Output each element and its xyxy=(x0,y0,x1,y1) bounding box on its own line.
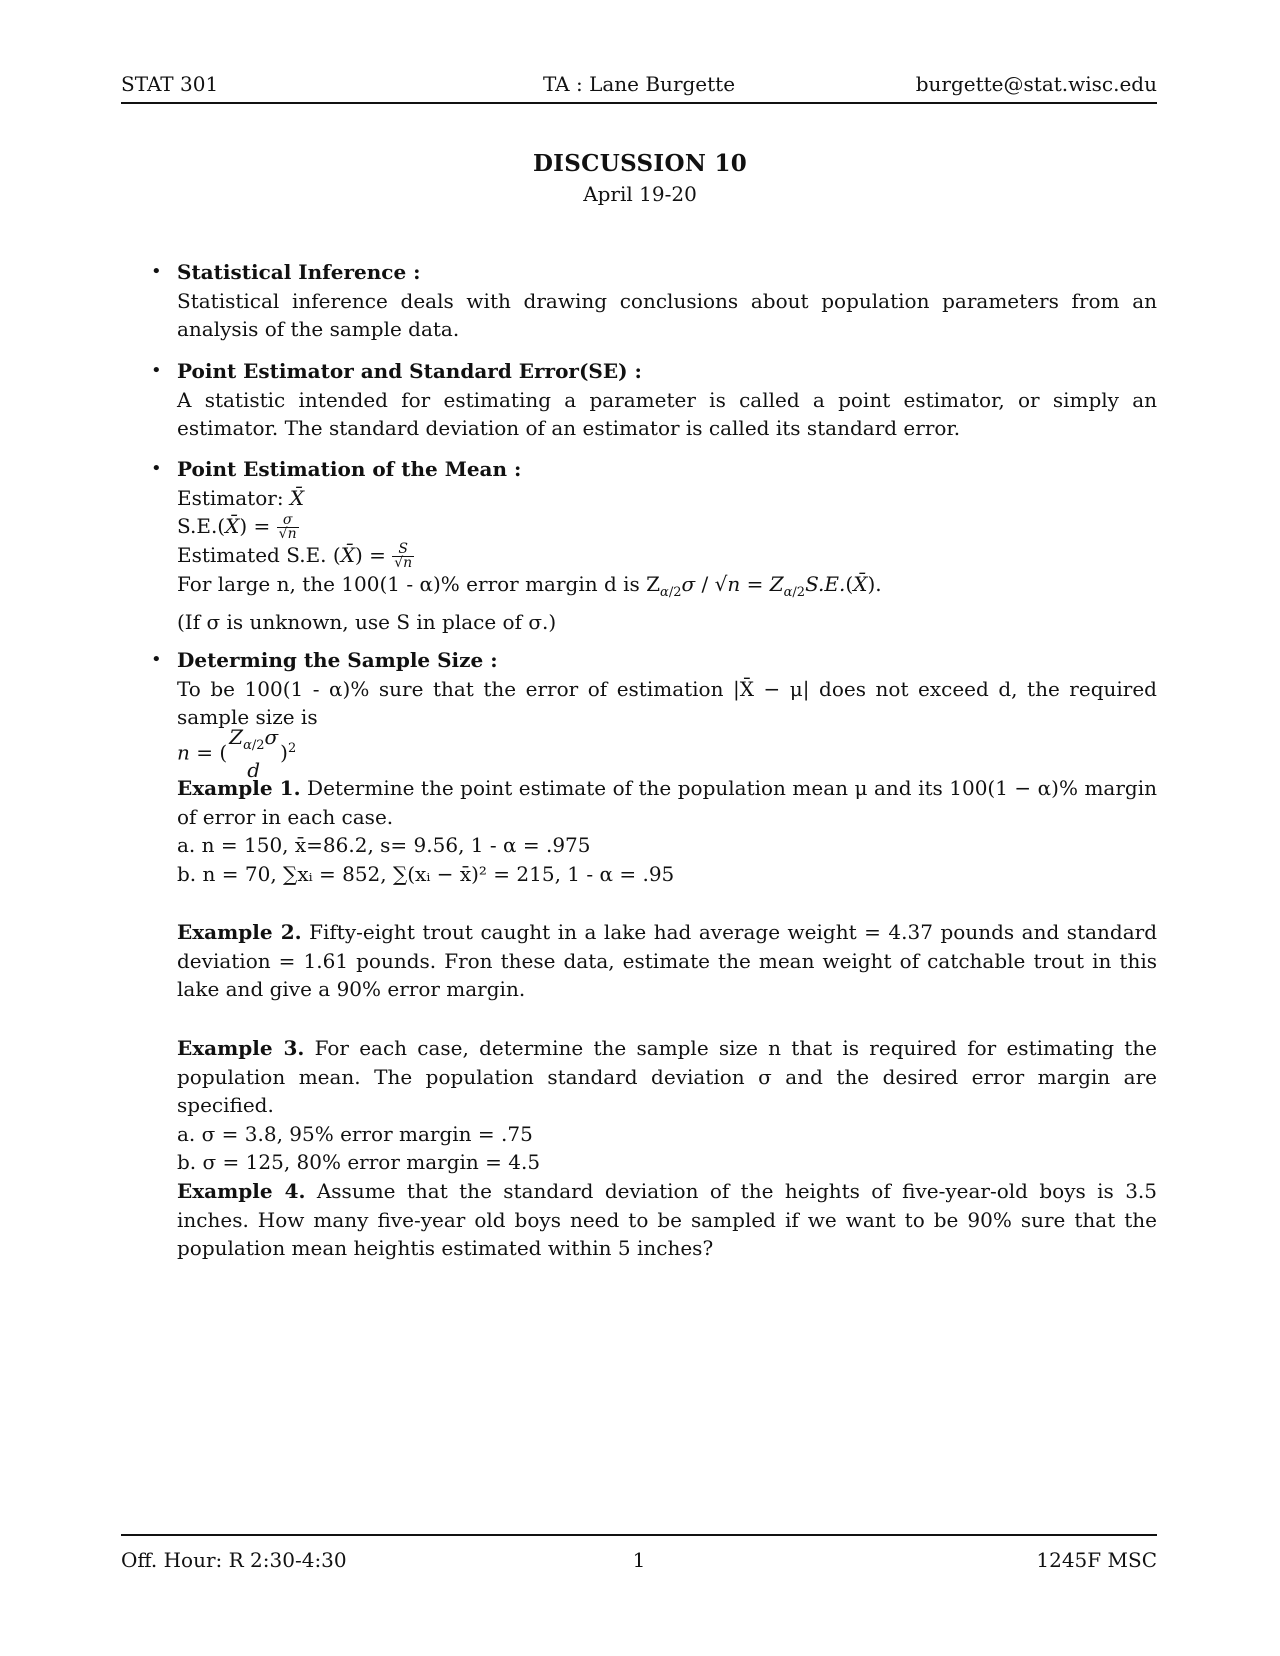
ta-email: burgette@stat.wisc.edu xyxy=(915,72,1157,96)
example-label: Example 1. xyxy=(177,776,301,800)
page-header xyxy=(121,72,1157,104)
example-label: Example 3. xyxy=(177,1036,305,1060)
section-body: To be 100(1 - α)% sure that the error of estimation |X̄ − μ| does not exceed d, the required sample size is xyxy=(177,676,1157,729)
course-code: STAT 301 xyxy=(121,72,219,96)
example-part-a: a. n = 150, x̄=86.2, s= 9.56, 1 - α = .975 xyxy=(177,833,591,857)
estimator-line: Estimator: X̄ xyxy=(177,485,305,510)
section-sample-size xyxy=(151,646,1157,783)
example-part-a: a. σ = 3.8, 95% error margin = .75 xyxy=(177,1121,533,1146)
example-part-b: b. n = 70, ∑xᵢ = 852, ∑(xᵢ − x̄)² = 215, 1 - α = .95 xyxy=(177,861,675,886)
page-title: DISCUSSION 10 xyxy=(532,150,748,177)
example-label: Example 2. xyxy=(177,920,302,944)
estimated-se-line: Estimated S.E. (X̄) = $\frac{S}{√n}$ xyxy=(177,541,413,571)
example-text: Fifty-eight trout caught in a lake had average weight = 4.37 pounds and standard deviation = 1.61 pounds. Fron these data, estimate the mean weight of catchable trout in this lake and give a 90% error margin. xyxy=(177,920,1157,1001)
se-line: S.E.(X̄) = $\frac{\sigma}{√n}$ xyxy=(177,512,297,542)
bullet-icon: • xyxy=(151,458,162,479)
section-body: A statistic intended for estimating a parameter is called a point estimator, or simply an estimator. The standard deviation of an estimator is called its standard error. xyxy=(177,387,1157,440)
ta-name: TA : Lane Burgette xyxy=(542,72,736,96)
section-heading: Point Estimator and Standard Error(SE) : xyxy=(177,359,642,383)
sigma-over-root-n: $\frac{\sigma}{√n}$ xyxy=(278,512,297,542)
example-text: Assume that the standard deviation of the heights of five-year-old boys is 3.5 inches. How many five-year old boys need to be sampled if we want to be 90% sure that the population mean heightis estimated within 5 inches? xyxy=(177,1179,1158,1260)
example-4 xyxy=(177,1177,1157,1263)
section-inference xyxy=(151,258,1157,344)
section-point-estimator xyxy=(151,357,1157,443)
s-over-root-n: $\frac{S}{√n}$ xyxy=(394,541,413,571)
page-footer xyxy=(121,1534,1157,1574)
example-label: Example 4. xyxy=(177,1179,306,1203)
bullet-icon: • xyxy=(151,360,162,381)
example-part-b: b. σ = 125, 80% error margin = 4.5 xyxy=(177,1150,541,1174)
example-text: For each case, determine the sample size n that is required for estimating the population mean. The population standard deviation σ and the desired error margin are specified. xyxy=(177,1036,1157,1117)
office-room: 1245F MSC xyxy=(1036,1548,1157,1572)
section-mean-estimation xyxy=(151,455,1157,636)
bullet-icon: • xyxy=(151,649,162,670)
office-hour: Off. Hour: R 2:30-4:30 xyxy=(121,1548,347,1572)
page-date: April 19-20 xyxy=(583,182,697,206)
example-2 xyxy=(177,918,1157,1004)
example-3 xyxy=(177,1034,1157,1177)
bullet-icon: • xyxy=(151,261,162,282)
section-heading: Statistical Inference : xyxy=(177,260,421,284)
section-heading: Point Estimation of the Mean : xyxy=(177,457,522,481)
section-heading: Determing the Sample Size : xyxy=(177,648,498,672)
page-number: 1 xyxy=(632,1548,646,1572)
section-body: Statistical inference deals with drawing conclusions about population parameters from an analysis of the sample data. xyxy=(177,288,1157,341)
error-margin-line: For large n, the 100(1 - α)% error margin d is $Z_{\alpha/2}\sigma / √n$ = $Z_{\alpha/2}S.E.(X̄)$. xyxy=(177,572,882,600)
example-1 xyxy=(177,774,1157,888)
unknown-sigma-note: (If σ is unknown, use S in place of σ.) xyxy=(177,609,557,634)
sample-size-formula: n = ( $Z_{\alpha/2}\sigma$ d )$^2$ xyxy=(177,725,297,783)
example-text: Determine the point estimate of the population mean μ and its 100(1 − α)% margin of error in each case. xyxy=(177,776,1157,829)
